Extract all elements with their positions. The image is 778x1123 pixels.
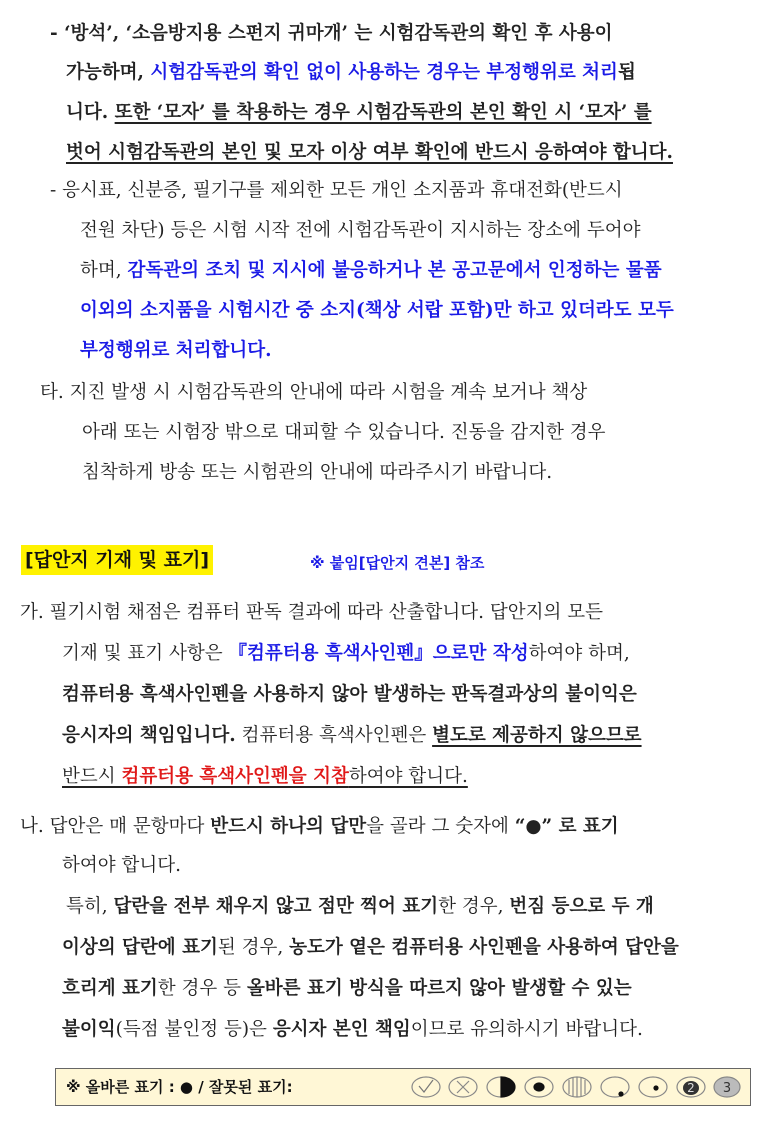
text-span: 또한 ‘모자’ 를 착용하는 경우 시험감독관의 본인 확인 시 ‘모자’ 를 — [114, 102, 652, 123]
na-line1 — [20, 814, 619, 840]
ga-line1: 가. 필기시험 채점은 컴퓨터 판독 결과에 따라 산출합니다. 답안지의 모든 — [20, 602, 603, 623]
na-line5 — [62, 976, 632, 1002]
para1-line3 — [66, 100, 652, 126]
para1-line2 — [66, 60, 636, 86]
text-span: 된 경우, — [217, 937, 290, 958]
text-span: 특히, — [66, 896, 114, 917]
corner-dot-circle-icon — [601, 1077, 629, 1097]
na-line3 — [66, 894, 654, 920]
text-span: 불이익 — [62, 1019, 116, 1040]
para2-line5: 부정행위로 처리합니다. — [80, 340, 272, 361]
reference-note: ※ 붙임[답안지 견본] 참조 — [310, 554, 485, 572]
text-span: 한 경우, — [438, 896, 510, 917]
text-span: 한 경우 등 — [157, 978, 247, 999]
faint-2-circle-icon — [677, 1077, 705, 1097]
text-span: 반드시 — [62, 766, 122, 787]
digit-3: 3 — [722, 1081, 732, 1096]
digit-2: 2 — [687, 1081, 695, 1095]
text-span: 컴퓨터용 흑색사인펜을 지참 — [121, 766, 349, 787]
small-dot-circle-icon — [639, 1077, 667, 1097]
para3-line2: 아래 또는 시험장 밖으로 대피할 수 있습니다. 진동을 감지한 경우 — [82, 422, 606, 443]
text-span: 을 골라 그 숫자에 — [366, 816, 515, 837]
text-span: 기재 및 표기 사항은 — [62, 643, 229, 664]
text-span: 답란을 전부 채우지 않고 점만 찍어 표기 — [113, 896, 439, 917]
text-span: 이상의 답란에 표기 — [62, 937, 218, 958]
text-span: 흐리게 표기 — [62, 978, 158, 999]
para1-line1: - ‘방석’, ‘소음방지용 스펀지 귀마개’ 는 시험감독관의 확인 후 사용이 — [50, 23, 613, 44]
wrong-marks-strip — [411, 1073, 741, 1101]
text-span: 올바른 표기 방식을 따르지 않아 발생할 수 있는 — [246, 978, 632, 999]
faint-3-circle-icon — [714, 1077, 740, 1097]
text-span: 별도로 제공하지 않으므로 — [432, 725, 642, 746]
text-span: 시험감독관의 확인 없이 사용하는 경우는 부정행위로 처리 — [150, 62, 618, 83]
text-span: 응시자의 책임입니다. — [62, 725, 236, 746]
ga-line5 — [62, 764, 468, 790]
ga-line4 — [62, 723, 642, 749]
na-line4 — [62, 935, 679, 961]
text-span: 나. 답안은 매 문항마다 — [20, 816, 211, 837]
half-filled-circle-icon — [487, 1077, 515, 1097]
text-span: 하며, — [80, 260, 128, 281]
text-span: 번짐 등으로 두 개 — [509, 896, 654, 917]
text-span: 이므로 유의하시기 바랍니다. — [410, 1019, 643, 1040]
marking-label: ※ 올바른 표기 : ● / 잘못된 표기: — [66, 1078, 293, 1096]
text-span: “●” 로 표기 — [514, 816, 619, 837]
text-span: 하여야 하며, — [528, 643, 630, 664]
na-line2: 하여야 합니다. — [62, 855, 181, 876]
para3-line3: 침착하게 방송 또는 시험관의 안내에 따라주시기 바랍니다. — [82, 462, 553, 483]
text-span: 감독관의 조치 및 지시에 불응하거나 본 공고문에서 인정하는 물품 — [127, 260, 662, 281]
para2-line4: 이외의 소지품을 시험시간 중 소지(책상 서랍 포함)만 하고 있더라도 모두 — [80, 300, 674, 321]
para1-line4: 벗어 시험감독관의 본인 및 모자 이상 여부 확인에 반드시 응하여야 합니다. — [66, 142, 673, 163]
marking-example-box — [55, 1068, 751, 1106]
text-span: 니다. — [66, 102, 115, 123]
para2-line2: 전원 차단) 등은 시험 시작 전에 시험감독관이 지시하는 장소에 두어야 — [80, 220, 641, 241]
ga-line3: 컴퓨터용 흑색사인펜을 사용하지 않아 발생하는 판독결과상의 불이익은 — [62, 684, 637, 705]
center-dot-circle-icon — [525, 1077, 553, 1097]
text-span: 가능하며, — [66, 62, 151, 83]
para2-line3 — [80, 258, 662, 284]
section-heading: [답안지 기재 및 표기] — [21, 545, 213, 575]
text-span: (득점 불인정 등)은 — [115, 1019, 273, 1040]
striped-circle-icon — [563, 1077, 591, 1097]
para2-line1: - 응시표, 신분증, 필기구를 제외한 모든 개인 소지품과 휴대전화(반드시 — [50, 180, 623, 201]
na-line6 — [62, 1017, 643, 1043]
ga-line2 — [62, 641, 630, 667]
text-span: 하여야 합니다. — [348, 766, 468, 787]
check-mark-circle-icon — [412, 1077, 440, 1097]
x-mark-circle-icon — [449, 1077, 477, 1097]
text-span: 컴퓨터용 흑색사인펜은 — [235, 725, 433, 746]
para3-line1: 타. 지진 발생 시 시험감독관의 안내에 따라 시험을 계속 보거나 책상 — [40, 382, 588, 403]
text-span: 『컴퓨터용 흑색사인펜』으로만 작성 — [228, 643, 529, 664]
text-span: 응시자 본인 책임 — [272, 1019, 411, 1040]
text-span: 농도가 옅은 컴퓨터용 사인펜을 사용하여 답안을 — [289, 937, 679, 958]
text-span: 반드시 하나의 답만 — [210, 816, 367, 837]
text-span: 됩 — [617, 62, 636, 83]
